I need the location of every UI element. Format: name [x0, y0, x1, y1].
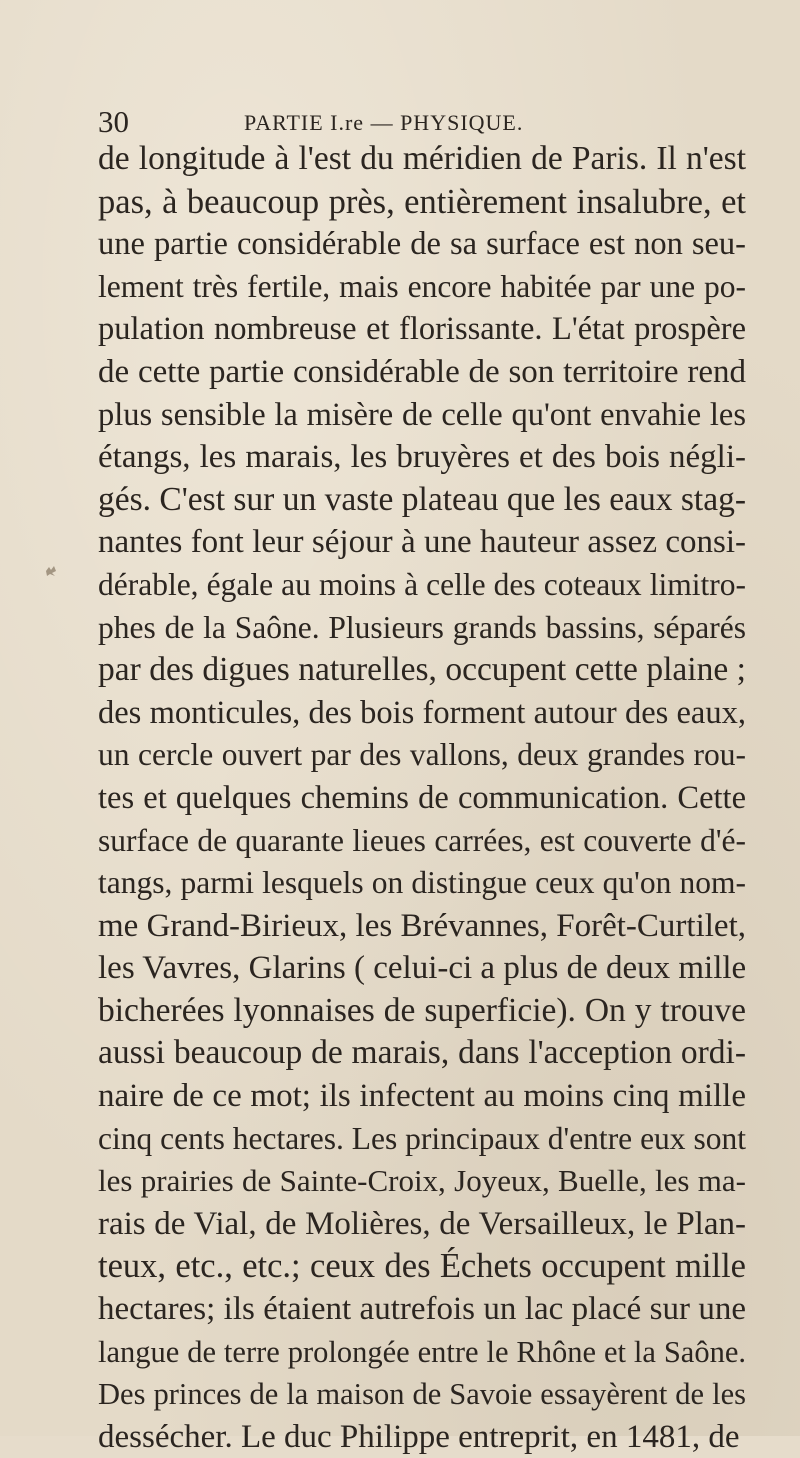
text-line: tangs, parmi lesquels on distingue ceux qu'on nom- — [98, 865, 746, 901]
text-line: gés. C'est sur un vaste plateau que les eaux stag- — [98, 480, 746, 518]
text-line: rais de Vial, de Molières, de Versailleux, le Plan- — [98, 1205, 746, 1242]
text-line: surface de quarante lieues carrées, est couverte d'é- — [98, 822, 746, 858]
text-line: dessécher. Le duc Philippe entreprit, en 1481, de — [98, 1418, 740, 1455]
text-line: lement très fertile, mais encore habitée par une po- — [98, 268, 746, 304]
text-line: bicherées lyonnaises de superficie). On y trouve — [98, 991, 746, 1029]
ink-speck-mark — [44, 565, 58, 577]
text-line: pas, à beaucoup près, entièrement insalubre, et — [98, 182, 746, 221]
text-line: cinq cents hectares. Les principaux d'entre eux sont — [98, 1120, 746, 1156]
running-head: PARTIE I.re — PHYSIQUE. — [244, 110, 524, 135]
text-line: plus sensible la misère de celle qu'ont envahie les — [98, 396, 746, 433]
page-header — [98, 104, 718, 140]
body-text — [98, 138, 746, 1458]
page-number: 30 — [98, 104, 129, 139]
text-line: hectares; ils étaient autrefois un lac placé sur une — [98, 1291, 746, 1328]
text-line: étangs, les marais, les bruyères et des bois négli- — [98, 439, 746, 476]
text-line: langue de terre prolongée entre le Rhône et la Saône. — [98, 1334, 746, 1369]
text-line: dérable, égale au moins à celle des coteaux limitro- — [98, 566, 746, 602]
text-line: phes de la Saône. Plusieurs grands bassins, séparés — [98, 609, 746, 645]
text-line: Des princes de la maison de Savoie essayèrent de les — [98, 1377, 746, 1412]
text-line: me Grand-Birieux, les Brévannes, Forêt-Curtilet, — [98, 907, 746, 944]
text-line: teux, etc., etc.; ceux des Échets occupent mille — [98, 1247, 746, 1286]
text-line: des monticules, des bois forment autour des eaux, — [98, 694, 746, 731]
text-line: de cette partie considérable de son territoire rend — [98, 353, 746, 390]
text-line: par des digues naturelles, occupent cette plaine ; — [98, 651, 746, 689]
text-line: un cercle ouvert par des vallons, deux grandes rou- — [98, 737, 746, 773]
text-line: tes et quelques chemins de communication. Cette — [98, 779, 746, 816]
text-line: aussi beaucoup de marais, dans l'acception ordi- — [98, 1034, 746, 1072]
text-line: nantes font leur séjour à une hauteur assez consi- — [98, 524, 746, 561]
text-line: pulation nombreuse et florissante. L'état prospère — [98, 311, 746, 348]
text-line: les Vavres, Glarins ( celui-ci a plus de deux mille — [98, 950, 747, 987]
text-line: de longitude à l'est du méridien de Paris. Il n'est — [98, 140, 746, 177]
text-line: naire de ce mot; ils infectent au moins cinq mille — [98, 1078, 746, 1115]
text-line: les prairies de Sainte-Croix, Joyeux, Buelle, les ma- — [98, 1163, 746, 1199]
text-line: une partie considérable de sa surface est non seu- — [98, 226, 746, 263]
